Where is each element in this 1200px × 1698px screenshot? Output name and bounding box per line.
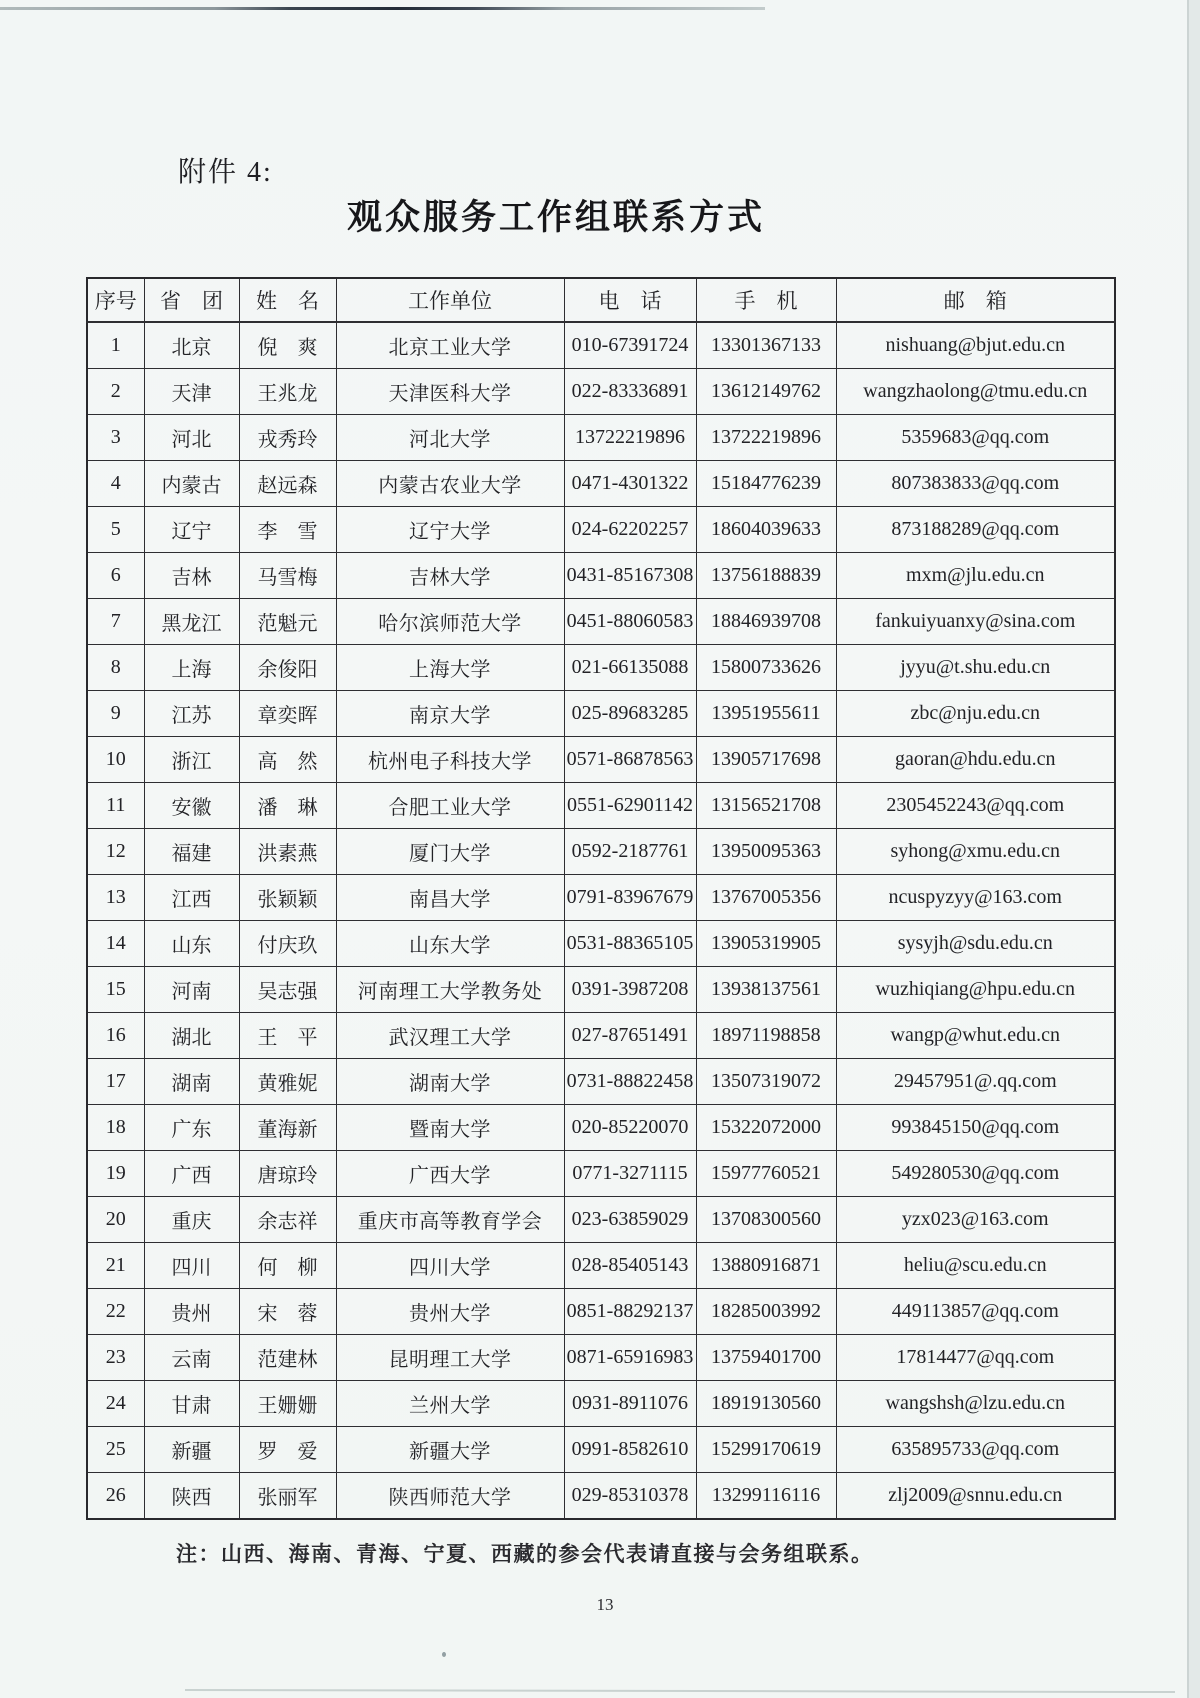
table-row xyxy=(87,1059,1115,1105)
cell-province: 河南 xyxy=(144,967,239,1013)
cell-phone: 0551-62901142 xyxy=(564,783,696,829)
cell-mobile: 18604039633 xyxy=(696,507,836,553)
cell-mobile: 13722219896 xyxy=(696,415,836,461)
table-row xyxy=(87,1427,1115,1473)
cell-mobile: 13156521708 xyxy=(696,783,836,829)
cell-index: 6 xyxy=(87,553,144,599)
cell-unit: 南京大学 xyxy=(336,691,564,737)
cell-index: 1 xyxy=(87,322,144,369)
table-row xyxy=(87,1013,1115,1059)
table-row xyxy=(87,553,1115,599)
cell-phone: 0851-88292137 xyxy=(564,1289,696,1335)
table-row xyxy=(87,1289,1115,1335)
cell-email: ncuspyzyy@163.com xyxy=(836,875,1115,921)
cell-phone: 0791-83967679 xyxy=(564,875,696,921)
cell-unit: 哈尔滨师范大学 xyxy=(336,599,564,645)
cell-name: 范建林 xyxy=(239,1335,336,1381)
page-number: 13 xyxy=(596,1595,614,1614)
cell-unit: 兰州大学 xyxy=(336,1381,564,1427)
table-row xyxy=(87,1473,1115,1520)
cell-unit: 上海大学 xyxy=(336,645,564,691)
cell-email: fankuiyuanxy@sina.com xyxy=(836,599,1115,645)
cell-email: wangzhaolong@tmu.edu.cn xyxy=(836,369,1115,415)
cell-province: 上海 xyxy=(144,645,239,691)
column-header-unit: 工作单位 xyxy=(336,278,564,322)
cell-unit: 合肥工业大学 xyxy=(336,783,564,829)
cell-province: 广西 xyxy=(144,1151,239,1197)
cell-phone: 0451-88060583 xyxy=(564,599,696,645)
scan-artifact-top-line xyxy=(0,7,765,10)
cell-index: 8 xyxy=(87,645,144,691)
cell-mobile: 15322072000 xyxy=(696,1105,836,1151)
cell-province: 辽宁 xyxy=(144,507,239,553)
table-row xyxy=(87,1151,1115,1197)
cell-province: 甘肃 xyxy=(144,1381,239,1427)
cell-email: 993845150@qq.com xyxy=(836,1105,1115,1151)
cell-phone: 025-89683285 xyxy=(564,691,696,737)
cell-name: 余志祥 xyxy=(239,1197,336,1243)
table-row xyxy=(87,737,1115,783)
cell-unit: 厦门大学 xyxy=(336,829,564,875)
cell-province: 天津 xyxy=(144,369,239,415)
cell-index: 14 xyxy=(87,921,144,967)
cell-email: 549280530@qq.com xyxy=(836,1151,1115,1197)
cell-mobile: 18971198858 xyxy=(696,1013,836,1059)
table-row xyxy=(87,507,1115,553)
cell-email: 17814477@qq.com xyxy=(836,1335,1115,1381)
cell-index: 4 xyxy=(87,461,144,507)
cell-mobile: 15800733626 xyxy=(696,645,836,691)
contacts-table-head xyxy=(87,278,1115,322)
table-row xyxy=(87,369,1115,415)
table-row xyxy=(87,783,1115,829)
contacts-table xyxy=(86,277,1116,1520)
cell-province: 吉林 xyxy=(144,553,239,599)
cell-mobile: 18846939708 xyxy=(696,599,836,645)
cell-index: 13 xyxy=(87,875,144,921)
cell-email: wuzhiqiang@hpu.edu.cn xyxy=(836,967,1115,1013)
cell-mobile: 13880916871 xyxy=(696,1243,836,1289)
cell-index: 10 xyxy=(87,737,144,783)
cell-email: gaoran@hdu.edu.cn xyxy=(836,737,1115,783)
column-header-name: 姓 名 xyxy=(239,278,336,322)
cell-email: yzx023@163.com xyxy=(836,1197,1115,1243)
cell-phone: 010-67391724 xyxy=(564,322,696,369)
cell-index: 5 xyxy=(87,507,144,553)
cell-unit: 南昌大学 xyxy=(336,875,564,921)
cell-phone: 0931-8911076 xyxy=(564,1381,696,1427)
cell-province: 湖北 xyxy=(144,1013,239,1059)
cell-province: 重庆 xyxy=(144,1197,239,1243)
cell-name: 董海新 xyxy=(239,1105,336,1151)
cell-province: 福建 xyxy=(144,829,239,875)
page-title: 观众服务工作组联系方式 xyxy=(346,198,765,237)
cell-email: jyyu@t.shu.edu.cn xyxy=(836,645,1115,691)
cell-name: 罗 爱 xyxy=(239,1427,336,1473)
cell-unit: 山东大学 xyxy=(336,921,564,967)
cell-province: 河北 xyxy=(144,415,239,461)
table-row xyxy=(87,599,1115,645)
table-row xyxy=(87,691,1115,737)
cell-name: 余俊阳 xyxy=(239,645,336,691)
cell-name: 张颖颖 xyxy=(239,875,336,921)
cell-name: 吴志强 xyxy=(239,967,336,1013)
cell-phone: 020-85220070 xyxy=(564,1105,696,1151)
column-header-mobile: 手 机 xyxy=(696,278,836,322)
cell-mobile: 13759401700 xyxy=(696,1335,836,1381)
scan-artifact-bottom-line xyxy=(185,1689,1175,1693)
cell-mobile: 15184776239 xyxy=(696,461,836,507)
cell-name: 倪 爽 xyxy=(239,322,336,369)
cell-email: heliu@scu.edu.cn xyxy=(836,1243,1115,1289)
cell-index: 11 xyxy=(87,783,144,829)
cell-province: 内蒙古 xyxy=(144,461,239,507)
cell-unit: 辽宁大学 xyxy=(336,507,564,553)
cell-email: sysyjh@sdu.edu.cn xyxy=(836,921,1115,967)
header-row xyxy=(87,278,1115,322)
cell-mobile: 15977760521 xyxy=(696,1151,836,1197)
cell-unit: 内蒙古农业大学 xyxy=(336,461,564,507)
cell-email: wangp@whut.edu.cn xyxy=(836,1013,1115,1059)
cell-province: 江西 xyxy=(144,875,239,921)
cell-index: 24 xyxy=(87,1381,144,1427)
cell-unit: 新疆大学 xyxy=(336,1427,564,1473)
cell-unit: 天津医科大学 xyxy=(336,369,564,415)
cell-index: 12 xyxy=(87,829,144,875)
cell-name: 洪素燕 xyxy=(239,829,336,875)
cell-mobile: 13938137561 xyxy=(696,967,836,1013)
cell-unit: 吉林大学 xyxy=(336,553,564,599)
cell-unit: 河北大学 xyxy=(336,415,564,461)
table-row xyxy=(87,1243,1115,1289)
cell-mobile: 13612149762 xyxy=(696,369,836,415)
cell-name: 黄雅妮 xyxy=(239,1059,336,1105)
table-row xyxy=(87,829,1115,875)
cell-index: 22 xyxy=(87,1289,144,1335)
cell-index: 20 xyxy=(87,1197,144,1243)
cell-index: 3 xyxy=(87,415,144,461)
cell-phone: 0431-85167308 xyxy=(564,553,696,599)
cell-mobile: 18285003992 xyxy=(696,1289,836,1335)
contacts-table-body xyxy=(87,322,1115,1519)
scan-artifact-dot xyxy=(442,1652,446,1657)
cell-province: 安徽 xyxy=(144,783,239,829)
column-header-province: 省 团 xyxy=(144,278,239,322)
cell-phone: 029-85310378 xyxy=(564,1473,696,1520)
cell-phone: 0471-4301322 xyxy=(564,461,696,507)
cell-email: 873188289@qq.com xyxy=(836,507,1115,553)
cell-name: 李 雪 xyxy=(239,507,336,553)
cell-mobile: 18919130560 xyxy=(696,1381,836,1427)
cell-phone: 0592-2187761 xyxy=(564,829,696,875)
cell-name: 张丽军 xyxy=(239,1473,336,1520)
cell-mobile: 15299170619 xyxy=(696,1427,836,1473)
cell-email: 29457951@.qq.com xyxy=(836,1059,1115,1105)
cell-index: 25 xyxy=(87,1427,144,1473)
cell-unit: 陕西师范大学 xyxy=(336,1473,564,1520)
table-row xyxy=(87,461,1115,507)
cell-province: 黑龙江 xyxy=(144,599,239,645)
cell-phone: 021-66135088 xyxy=(564,645,696,691)
scan-artifact-right-strip xyxy=(1188,0,1200,1698)
column-header-index: 序号 xyxy=(87,278,144,322)
cell-index: 26 xyxy=(87,1473,144,1520)
cell-province: 浙江 xyxy=(144,737,239,783)
cell-unit: 广西大学 xyxy=(336,1151,564,1197)
cell-email: syhong@xmu.edu.cn xyxy=(836,829,1115,875)
cell-index: 15 xyxy=(87,967,144,1013)
cell-name: 何 柳 xyxy=(239,1243,336,1289)
cell-mobile: 13301367133 xyxy=(696,322,836,369)
cell-name: 宋 蓉 xyxy=(239,1289,336,1335)
cell-phone: 023-63859029 xyxy=(564,1197,696,1243)
cell-mobile: 13507319072 xyxy=(696,1059,836,1105)
table-row xyxy=(87,921,1115,967)
cell-province: 北京 xyxy=(144,322,239,369)
cell-mobile: 13708300560 xyxy=(696,1197,836,1243)
cell-mobile: 13767005356 xyxy=(696,875,836,921)
cell-index: 21 xyxy=(87,1243,144,1289)
cell-name: 赵远森 xyxy=(239,461,336,507)
cell-name: 高 然 xyxy=(239,737,336,783)
cell-email: 449113857@qq.com xyxy=(836,1289,1115,1335)
cell-name: 王姗姗 xyxy=(239,1381,336,1427)
cell-unit: 北京工业大学 xyxy=(336,322,564,369)
cell-email: 2305452243@qq.com xyxy=(836,783,1115,829)
cell-index: 9 xyxy=(87,691,144,737)
table-row xyxy=(87,967,1115,1013)
cell-unit: 四川大学 xyxy=(336,1243,564,1289)
cell-phone: 0871-65916983 xyxy=(564,1335,696,1381)
cell-province: 新疆 xyxy=(144,1427,239,1473)
table-row xyxy=(87,1335,1115,1381)
column-header-email: 邮 箱 xyxy=(836,278,1115,322)
cell-index: 18 xyxy=(87,1105,144,1151)
cell-name: 潘 琳 xyxy=(239,783,336,829)
cell-unit: 重庆市高等教育学会 xyxy=(336,1197,564,1243)
column-header-phone: 电 话 xyxy=(564,278,696,322)
cell-phone: 0531-88365105 xyxy=(564,921,696,967)
cell-email: 635895733@qq.com xyxy=(836,1427,1115,1473)
cell-province: 贵州 xyxy=(144,1289,239,1335)
cell-province: 四川 xyxy=(144,1243,239,1289)
cell-phone: 13722219896 xyxy=(564,415,696,461)
cell-unit: 贵州大学 xyxy=(336,1289,564,1335)
table-row xyxy=(87,1197,1115,1243)
cell-unit: 武汉理工大学 xyxy=(336,1013,564,1059)
cell-email: mxm@jlu.edu.cn xyxy=(836,553,1115,599)
cell-province: 陕西 xyxy=(144,1473,239,1520)
cell-name: 王兆龙 xyxy=(239,369,336,415)
cell-unit: 昆明理工大学 xyxy=(336,1335,564,1381)
attachment-label: 附件 4: xyxy=(178,157,273,188)
cell-mobile: 13756188839 xyxy=(696,553,836,599)
cell-province: 广东 xyxy=(144,1105,239,1151)
cell-index: 19 xyxy=(87,1151,144,1197)
footnote: 注：山西、海南、青海、宁夏、西藏的参会代表请直接与会务组联系。 xyxy=(176,1542,874,1566)
cell-name: 王 平 xyxy=(239,1013,336,1059)
cell-index: 23 xyxy=(87,1335,144,1381)
cell-email: nishuang@bjut.edu.cn xyxy=(836,322,1115,369)
cell-phone: 0571-86878563 xyxy=(564,737,696,783)
table-row xyxy=(87,875,1115,921)
cell-name: 唐琼玲 xyxy=(239,1151,336,1197)
cell-phone: 0731-88822458 xyxy=(564,1059,696,1105)
cell-phone: 028-85405143 xyxy=(564,1243,696,1289)
cell-index: 17 xyxy=(87,1059,144,1105)
cell-mobile: 13950095363 xyxy=(696,829,836,875)
cell-phone: 024-62202257 xyxy=(564,507,696,553)
cell-unit: 河南理工大学教务处 xyxy=(336,967,564,1013)
cell-name: 戎秀玲 xyxy=(239,415,336,461)
cell-name: 付庆玖 xyxy=(239,921,336,967)
cell-name: 马雪梅 xyxy=(239,553,336,599)
cell-province: 江苏 xyxy=(144,691,239,737)
cell-phone: 022-83336891 xyxy=(564,369,696,415)
cell-unit: 暨南大学 xyxy=(336,1105,564,1151)
cell-unit: 湖南大学 xyxy=(336,1059,564,1105)
cell-index: 16 xyxy=(87,1013,144,1059)
cell-mobile: 13951955611 xyxy=(696,691,836,737)
cell-name: 范魁元 xyxy=(239,599,336,645)
table-row xyxy=(87,415,1115,461)
cell-name: 章奕晖 xyxy=(239,691,336,737)
cell-phone: 0771-3271115 xyxy=(564,1151,696,1197)
cell-phone: 0991-8582610 xyxy=(564,1427,696,1473)
cell-province: 山东 xyxy=(144,921,239,967)
cell-unit: 杭州电子科技大学 xyxy=(336,737,564,783)
cell-email: 5359683@qq.com xyxy=(836,415,1115,461)
table-row xyxy=(87,322,1115,369)
cell-province: 云南 xyxy=(144,1335,239,1381)
cell-email: zlj2009@snnu.edu.cn xyxy=(836,1473,1115,1520)
cell-mobile: 13299116116 xyxy=(696,1473,836,1520)
cell-phone: 0391-3987208 xyxy=(564,967,696,1013)
table-row xyxy=(87,1381,1115,1427)
cell-index: 7 xyxy=(87,599,144,645)
table-row xyxy=(87,645,1115,691)
table-row xyxy=(87,1105,1115,1151)
cell-mobile: 13905717698 xyxy=(696,737,836,783)
scan-artifact-right-edge xyxy=(1187,0,1189,1698)
cell-province: 湖南 xyxy=(144,1059,239,1105)
cell-email: 807383833@qq.com xyxy=(836,461,1115,507)
cell-mobile: 13905319905 xyxy=(696,921,836,967)
cell-email: wangshsh@lzu.edu.cn xyxy=(836,1381,1115,1427)
cell-index: 2 xyxy=(87,369,144,415)
cell-phone: 027-87651491 xyxy=(564,1013,696,1059)
cell-email: zbc@nju.edu.cn xyxy=(836,691,1115,737)
